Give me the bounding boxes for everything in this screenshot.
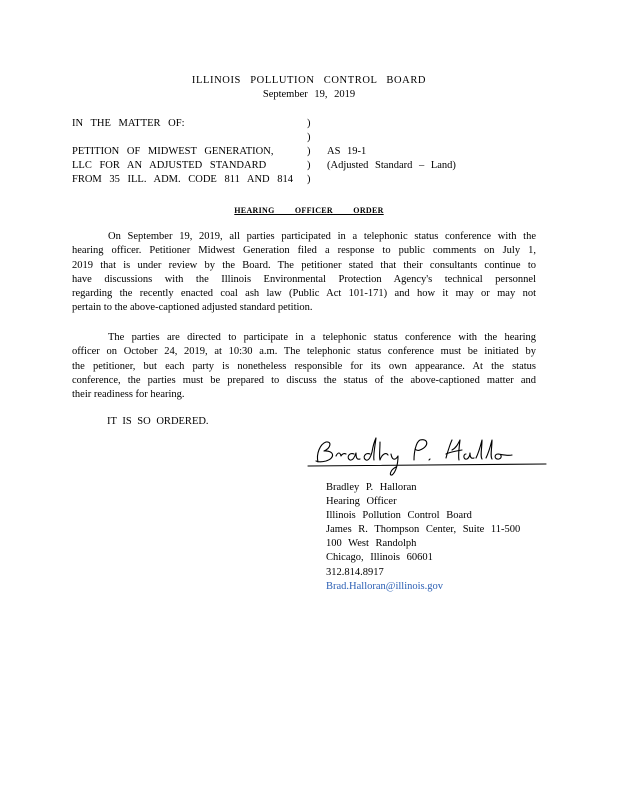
- paragraph-line: their readiness for hearing.: [72, 389, 185, 401]
- paragraph-line: conference, the parties must be prepared to discuss the status of the above-captioned matter and: [72, 374, 536, 386]
- closing-statement: IT IS SO ORDERED.: [107, 416, 209, 427]
- case-number: AS 19-1: [327, 146, 367, 157]
- order-title-text: HEARING OFFICER ORDER: [234, 206, 384, 215]
- case-type: (Adjusted Standard – Land): [327, 160, 456, 171]
- body-paragraph-1: [72, 230, 536, 316]
- paragraph-line: 2019 that is under review by the Board. The petitioner stated that their consultants continue to: [72, 259, 536, 271]
- signer-organization: Illinois Pollution Control Board: [326, 510, 472, 521]
- paragraph-line: pertain to the above-captioned adjusted standard petition.: [72, 302, 313, 314]
- address-city: Chicago, Illinois 60601: [326, 552, 433, 563]
- body-paragraph-2: [72, 331, 536, 402]
- paragraph-line: On September 19, 2019, all parties participated in a telephonic status conference with the: [108, 231, 536, 242]
- board-name-heading: ILLINOIS POLLUTION CONTROL BOARD: [191, 75, 427, 86]
- paragraph-line: The parties are directed to participate in a telephonic status conference with the hearing: [108, 332, 536, 343]
- caption-paren: ): [307, 118, 311, 129]
- paragraph-line: regarding the recently enacted coal ash law (Public Act 101-171) and how it may or may not: [72, 288, 536, 300]
- caption-line-3: PETITION OF MIDWEST GENERATION,: [72, 146, 274, 157]
- caption-paren: ): [307, 146, 311, 157]
- caption-line-1: IN THE MATTER OF:: [72, 118, 185, 129]
- document-date: September 19, 2019: [262, 89, 356, 100]
- signer-name: Bradley P. Halloran: [326, 482, 417, 493]
- paragraph-line: officer on October 24, 2019, at 10:30 a.m. The telephonic status conference must be initiated by: [72, 346, 536, 358]
- paragraph-line: hearing officer. Petitioner Midwest Generation filed a response to public comments on July 1,: [72, 245, 536, 257]
- handwritten-signature: [296, 432, 552, 478]
- address-line-1: James R. Thompson Center, Suite 11-500: [326, 524, 521, 535]
- caption-line-5: FROM 35 ILL. ADM. CODE 811 AND 814: [72, 174, 293, 185]
- address-line-2: 100 West Randolph: [326, 538, 417, 549]
- phone-number: 312.814.8917: [326, 567, 384, 578]
- caption-paren: ): [307, 174, 311, 185]
- order-title: [0, 204, 618, 217]
- signer-title: Hearing Officer: [326, 496, 397, 507]
- caption-paren: ): [307, 132, 311, 143]
- caption-paren: ): [307, 160, 311, 171]
- paragraph-line: have discussions with the Illinois Environmental Protection Agency's technical personnel: [72, 273, 536, 285]
- caption-line-4: LLC FOR AN ADJUSTED STANDARD: [72, 160, 267, 171]
- paragraph-line: the petitioner, but each party is nonetheless responsible for its own appearance. At the status: [72, 360, 536, 372]
- email-link[interactable]: Brad.Halloran@illinois.gov: [326, 581, 443, 592]
